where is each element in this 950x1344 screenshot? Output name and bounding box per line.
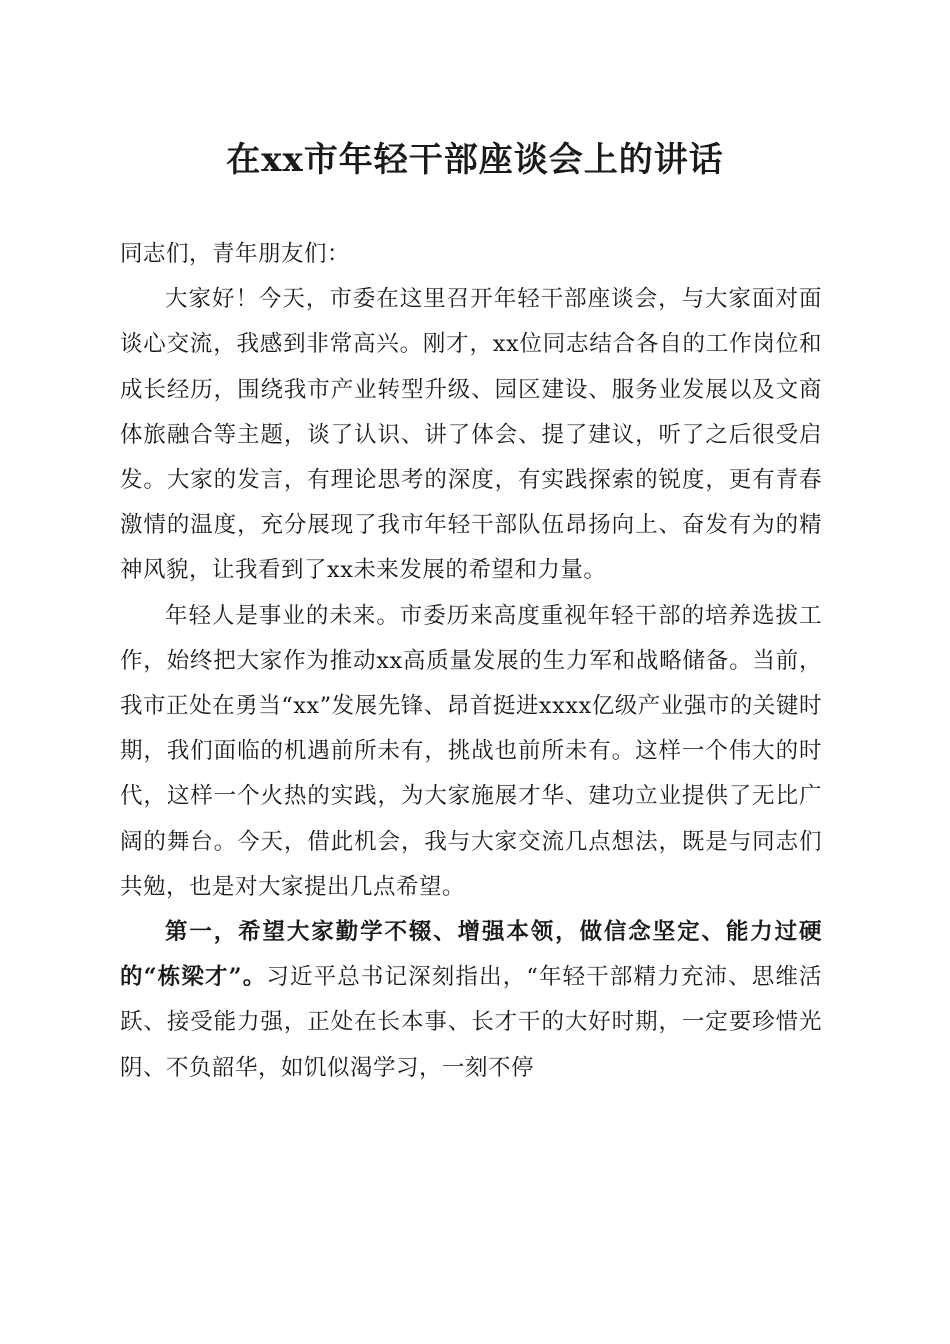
paragraph-2: 年轻人是事业的未来。市委历来高度重视年轻干部的培养选拔工作，始终把大家作为推动xx高质量发展的生力军和战略储备。当前，我市正处在勇当“xx”发展先锋、昂首挺进xxxx亿级产业强市的关键时期，我们面临的机遇前所未有，挑战也前所未有。这样一个伟大的时代，这样一个火热的实践，为大家施展才华、建功立业提供了无比广阔的舞台。今天，借此机会，我与大家交流几点想法，既是与同志们共勉，也是对大家提出几点希望。 [120, 602, 822, 900]
document-title: 在xx市年轻干部座谈会上的讲话 [226, 140, 724, 180]
paragraph-3-lead: 第一，希望大家勤学不辍、增强本领，做信念坚定、能力过硬的“栋梁才”。 [120, 919, 822, 991]
salutation: 同志们，青年朋友们： [120, 241, 351, 267]
paragraph-3 [120, 910, 822, 1091]
paragraph-3-text: 习近平总书记深刻指出，“年轻干部精力充沛、思维活跃、接受能力强，正处在长本事、长才干的大好时期，一定要珍惜光阴、不负韶华，如饥似渴学习，一刻不停 [120, 964, 822, 1081]
paragraph-1: 大家好！今天，市委在这里召开年轻干部座谈会，与大家面对面谈心交流，我感到非常高兴。刚才，xx位同志结合各自的工作岗位和成长经历，围绕我市产业转型升级、园区建设、服务业发展以及文商体旅融合等主题，谈了认识、讲了体会、提了建议，听了之后很受启发。大家的发言，有理论思考的深度，有实践探索的锐度，更有青春激情的温度，充分展现了我市年轻干部队伍昂扬向上、奋发有为的精神风貌，让我看到了xx未来发展的希望和力量。 [120, 286, 822, 584]
document-body [120, 232, 822, 1091]
